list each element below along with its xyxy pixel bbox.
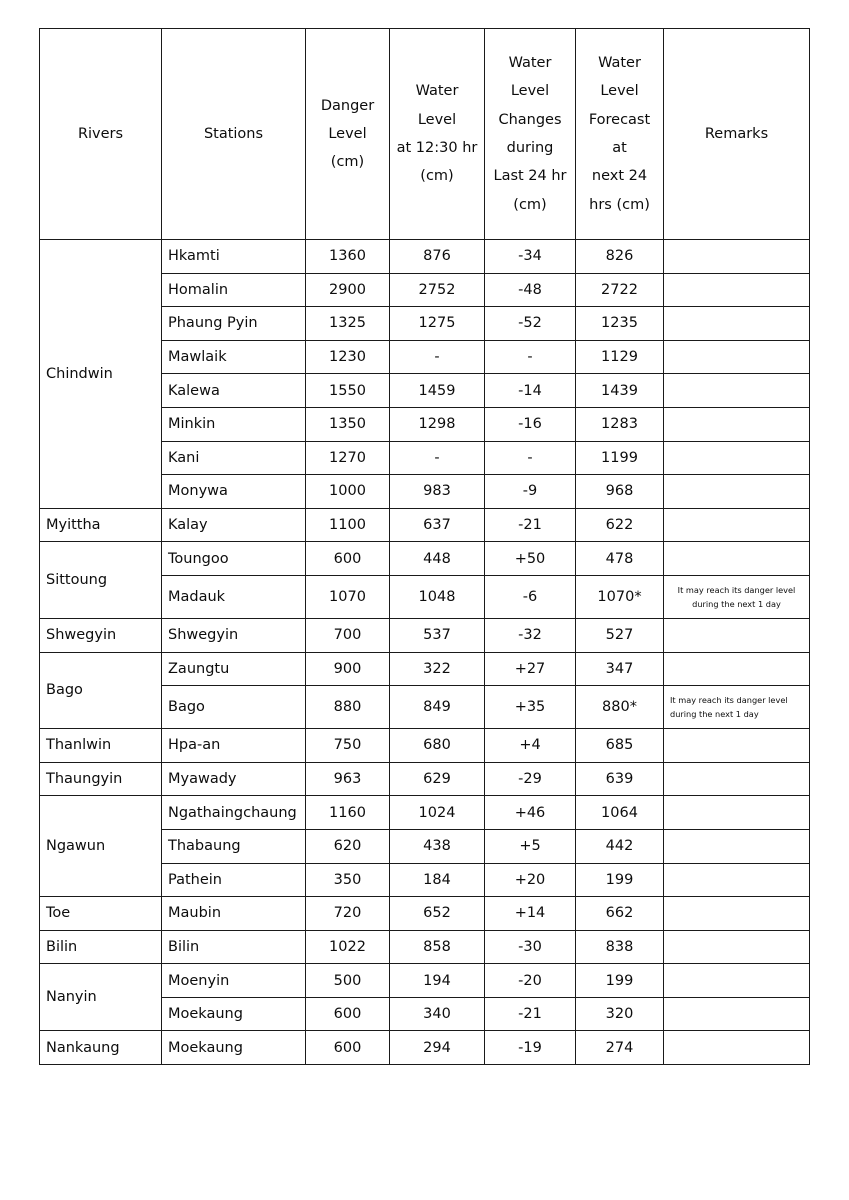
cell-water-level-forecast: 199 [576,964,664,998]
river-water-level-table [39,28,810,1065]
cell-water-level: 294 [390,1031,485,1065]
cell-water-level: 438 [390,829,485,863]
cell-remarks [664,273,810,307]
cell-station: Bilin [162,930,306,964]
header-text-danger-level: Danger Level (cm) [320,97,375,171]
cell-water-level: - [390,441,485,475]
cell-water-level-change: - [485,340,576,374]
cell-water-level-change: - [485,441,576,475]
cell-water-level-change: +4 [485,729,576,763]
cell-water-level-forecast: 478 [576,542,664,576]
cell-water-level: 876 [390,240,485,274]
column-header-water-level-forecast [576,29,664,240]
cell-station: Thabaung [162,829,306,863]
cell-remarks [664,240,810,274]
cell-remarks [664,964,810,998]
cell-water-level-change: -21 [485,997,576,1031]
cell-remarks: It may reach its danger level during the next 1 day [664,686,810,729]
cell-water-level: 983 [390,475,485,509]
cell-water-level: 629 [390,762,485,796]
cell-river: Nankaung [40,1031,162,1065]
header-text-rivers: Rivers [77,125,124,142]
cell-station: Zaungtu [162,652,306,686]
cell-danger-level: 1100 [306,508,390,542]
cell-water-level-change: -6 [485,575,576,618]
cell-remarks [664,307,810,341]
header-row [40,29,810,240]
column-header-danger-level [306,29,390,240]
cell-river: Thaungyin [40,762,162,796]
cell-station: Phaung Pyin [162,307,306,341]
cell-water-level: 1459 [390,374,485,408]
cell-danger-level: 600 [306,1031,390,1065]
cell-station: Kalewa [162,374,306,408]
cell-water-level-forecast: 320 [576,997,664,1031]
cell-river: Bilin [40,930,162,964]
cell-water-level-change: +14 [485,897,576,931]
cell-remarks [664,407,810,441]
cell-station: Maubin [162,897,306,931]
cell-remarks [664,475,810,509]
cell-water-level-forecast: 1439 [576,374,664,408]
cell-station: Homalin [162,273,306,307]
cell-remarks [664,762,810,796]
cell-remarks [664,1031,810,1065]
cell-water-level: 637 [390,508,485,542]
cell-remarks [664,930,810,964]
cell-water-level-forecast: 274 [576,1031,664,1065]
table-row [40,964,810,998]
cell-station: Kalay [162,508,306,542]
cell-station: Mawlaik [162,340,306,374]
cell-station: Ngathaingchaung [162,796,306,830]
cell-water-level-forecast: 199 [576,863,664,897]
cell-water-level-change: +20 [485,863,576,897]
cell-river: Toe [40,897,162,931]
column-header-water-level-changes [485,29,576,240]
cell-water-level-change: +5 [485,829,576,863]
table-row [40,508,810,542]
cell-danger-level: 1022 [306,930,390,964]
cell-water-level: 680 [390,729,485,763]
cell-water-level-forecast: 1283 [576,407,664,441]
cell-water-level-forecast: 347 [576,652,664,686]
cell-water-level-change: +35 [485,686,576,729]
cell-water-level-forecast: 880* [576,686,664,729]
cell-danger-level: 880 [306,686,390,729]
cell-water-level: 194 [390,964,485,998]
header-text-remarks: Remarks [704,125,769,142]
column-header-remarks [664,29,810,240]
cell-water-level-change: -32 [485,618,576,652]
cell-water-level-forecast: 1129 [576,340,664,374]
table-row [40,652,810,686]
cell-water-level-forecast: 622 [576,508,664,542]
cell-river: Thanlwin [40,729,162,763]
cell-remarks [664,652,810,686]
cell-station: Monywa [162,475,306,509]
cell-water-level: 1048 [390,575,485,618]
cell-danger-level: 720 [306,897,390,931]
cell-danger-level: 2900 [306,273,390,307]
cell-water-level-change: -29 [485,762,576,796]
cell-station: Madauk [162,575,306,618]
cell-water-level-change: -48 [485,273,576,307]
cell-water-level-change: -9 [485,475,576,509]
cell-station: Myawady [162,762,306,796]
cell-danger-level: 963 [306,762,390,796]
cell-water-level-change: +50 [485,542,576,576]
cell-remarks [664,729,810,763]
cell-water-level-forecast: 685 [576,729,664,763]
cell-river: Bago [40,652,162,729]
cell-water-level: 448 [390,542,485,576]
table-body [40,240,810,1065]
cell-remarks [664,340,810,374]
cell-station: Moekaung [162,997,306,1031]
cell-water-level: 340 [390,997,485,1031]
cell-river: Shwegyin [40,618,162,652]
cell-remarks [664,441,810,475]
cell-remarks [664,997,810,1031]
cell-water-level-change: -19 [485,1031,576,1065]
cell-water-level-forecast: 838 [576,930,664,964]
cell-danger-level: 1070 [306,575,390,618]
cell-water-level: 1024 [390,796,485,830]
cell-water-level-forecast: 968 [576,475,664,509]
cell-water-level-forecast: 639 [576,762,664,796]
column-header-stations [162,29,306,240]
cell-water-level-change: -52 [485,307,576,341]
cell-station: Moekaung [162,1031,306,1065]
cell-danger-level: 1230 [306,340,390,374]
cell-remarks [664,897,810,931]
header-text-water-level: Water Level at 12:30 hr (cm) [396,83,478,185]
cell-station: Pathein [162,863,306,897]
cell-danger-level: 900 [306,652,390,686]
cell-water-level-forecast: 2722 [576,273,664,307]
cell-remarks [664,508,810,542]
cell-station: Kani [162,441,306,475]
cell-river: Chindwin [40,240,162,509]
cell-water-level: 322 [390,652,485,686]
cell-water-level-forecast: 527 [576,618,664,652]
table-row [40,240,810,274]
cell-danger-level: 700 [306,618,390,652]
cell-river: Myittha [40,508,162,542]
cell-water-level-change: -30 [485,930,576,964]
cell-danger-level: 1160 [306,796,390,830]
cell-danger-level: 600 [306,997,390,1031]
cell-station: Hkamti [162,240,306,274]
cell-water-level: 1275 [390,307,485,341]
cell-water-level: 652 [390,897,485,931]
cell-remarks [664,863,810,897]
cell-water-level-change: +27 [485,652,576,686]
cell-remarks [664,618,810,652]
cell-water-level-change: +46 [485,796,576,830]
cell-water-level-change: -21 [485,508,576,542]
cell-water-level: 184 [390,863,485,897]
cell-water-level-change: -16 [485,407,576,441]
table-row [40,618,810,652]
table-row [40,930,810,964]
cell-river: Sittoung [40,542,162,619]
cell-station: Shwegyin [162,618,306,652]
table-row [40,542,810,576]
cell-station: Minkin [162,407,306,441]
header-text-water-level-forecast: Water Level Forecast at next 24 hrs (cm) [588,55,651,213]
cell-remarks [664,542,810,576]
cell-water-level-forecast: 1235 [576,307,664,341]
cell-station: Toungoo [162,542,306,576]
cell-danger-level: 1270 [306,441,390,475]
cell-water-level: 2752 [390,273,485,307]
table-row [40,762,810,796]
cell-station: Hpa-an [162,729,306,763]
cell-water-level-forecast: 1064 [576,796,664,830]
table-row [40,1031,810,1065]
header-text-stations: Stations [203,125,264,142]
cell-danger-level: 350 [306,863,390,897]
header-text-water-level-changes: Water Level Changes during Last 24 hr (cm) [493,55,567,213]
cell-water-level-change: -14 [485,374,576,408]
cell-danger-level: 750 [306,729,390,763]
cell-remarks: It may reach its danger level during the next 1 day [664,575,810,618]
column-header-rivers [40,29,162,240]
cell-water-level-change: -20 [485,964,576,998]
cell-danger-level: 500 [306,964,390,998]
cell-water-level: 537 [390,618,485,652]
cell-remarks [664,829,810,863]
table-row [40,796,810,830]
cell-water-level-forecast: 442 [576,829,664,863]
table-row [40,897,810,931]
column-header-water-level [390,29,485,240]
table-row [40,729,810,763]
cell-danger-level: 1000 [306,475,390,509]
cell-water-level: 1298 [390,407,485,441]
cell-danger-level: 620 [306,829,390,863]
cell-water-level: 849 [390,686,485,729]
cell-station: Moenyin [162,964,306,998]
cell-water-level: - [390,340,485,374]
cell-remarks [664,796,810,830]
cell-water-level-forecast: 826 [576,240,664,274]
cell-danger-level: 1550 [306,374,390,408]
cell-water-level-forecast: 662 [576,897,664,931]
cell-remarks [664,374,810,408]
cell-water-level-change: -34 [485,240,576,274]
cell-water-level-forecast: 1070* [576,575,664,618]
cell-river: Nanyin [40,964,162,1031]
table-header [40,29,810,240]
cell-danger-level: 1360 [306,240,390,274]
cell-water-level-forecast: 1199 [576,441,664,475]
cell-river: Ngawun [40,796,162,897]
cell-water-level: 858 [390,930,485,964]
cell-danger-level: 600 [306,542,390,576]
cell-danger-level: 1325 [306,307,390,341]
cell-station: Bago [162,686,306,729]
cell-danger-level: 1350 [306,407,390,441]
